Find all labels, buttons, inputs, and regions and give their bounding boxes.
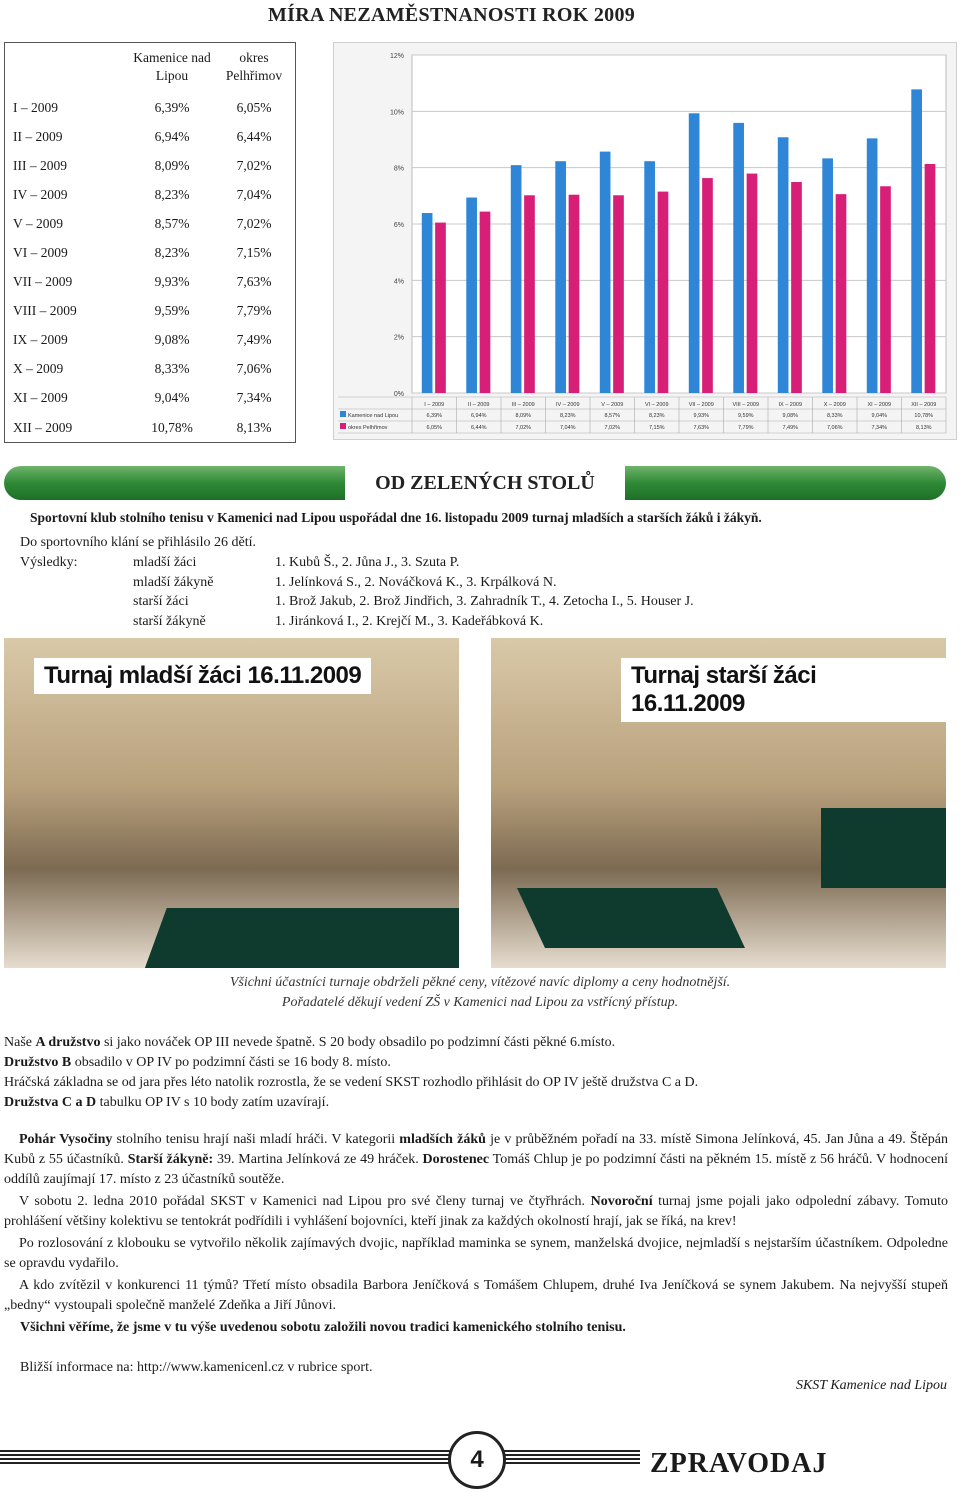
data-label: 8,13% xyxy=(915,425,932,431)
bar-kamenice xyxy=(733,123,744,393)
data-label: 6,94% xyxy=(470,413,487,419)
table-cell-a: 8,23% xyxy=(154,186,190,202)
ping-pong-table-right xyxy=(821,808,946,888)
table-cell-b: 7,34% xyxy=(236,390,272,406)
data-label: 8,33% xyxy=(826,413,843,419)
paragraph-info: Bližší informace na: http://www.kamenicenl.cz v rubrice sport. xyxy=(20,1360,373,1375)
lead-text: Sportovní klub stolního tenisu v Kamenici nad Lipou uspořádal dne 16. listopadu 2009 turnaj mladších a starších žáků i žákyň. xyxy=(30,510,762,525)
p1-d1: Družstva C a D xyxy=(4,1095,97,1110)
legend-swatch xyxy=(340,423,346,429)
bar-kamenice xyxy=(600,152,611,393)
paragraph-cup xyxy=(4,1130,948,1190)
table-cell-b: 7,49% xyxy=(236,332,272,348)
table-cell-b: 7,63% xyxy=(236,274,272,290)
bar-pelhrimov xyxy=(435,223,446,393)
result-row xyxy=(133,573,953,593)
data-label: 7,02% xyxy=(604,425,621,431)
table-cell-a: 9,59% xyxy=(154,303,190,319)
photo-older-pupils xyxy=(491,638,946,968)
paragraph-draw: Po rozlosování z klobouku se vytvořilo několik zajímavých dvojic, například maminka se synem, manželská dvojice, nejmladší s nejstarším účastníkem. Odpoledne se opravdu vydařilo. xyxy=(4,1236,948,1271)
data-label: 9,59% xyxy=(737,413,754,419)
y-tick-label: 8% xyxy=(393,165,404,173)
result-category: mladší žáci xyxy=(133,555,197,570)
y-tick-label: 12% xyxy=(389,53,404,60)
table-row xyxy=(5,209,296,238)
x-tick-label: VI – 2009 xyxy=(644,402,669,408)
p1-d2: tabulku OP IV s 10 body zatím uzavírají. xyxy=(96,1095,330,1110)
x-tick-label: V – 2009 xyxy=(601,402,624,408)
y-tick-label: 2% xyxy=(393,334,404,342)
results-list xyxy=(133,553,953,631)
p2-s6: 39. Martina Jelínková ze 49 hráček. xyxy=(213,1152,423,1167)
bar-kamenice xyxy=(644,161,655,393)
p2-s8: Tomáš Chlup je po podzimní části na pěkném 15. místě z 56 hráčů. V hodnocení oddílů zaujímají 17. místo z 23 účastníků soutěže. xyxy=(4,1152,948,1187)
page-title: MÍRA NEZAMĚSTNANOSTI ROK 2009 xyxy=(268,4,636,26)
y-tick-label: 0% xyxy=(393,391,404,398)
result-value: 1. Jelínková S., 2. Nováčková K., 3. Krpálková N. xyxy=(275,574,557,590)
bar-kamenice xyxy=(778,137,789,393)
table-cell-m: II – 2009 xyxy=(13,128,63,144)
results-label: Výsledky: xyxy=(20,555,78,570)
data-label: 7,04% xyxy=(559,425,576,431)
table-row xyxy=(5,413,296,443)
table-row xyxy=(5,297,296,326)
table-cell-b: 7,06% xyxy=(236,361,272,377)
table-cell-a: 8,57% xyxy=(154,215,190,231)
paragraph-new-year xyxy=(4,1192,948,1232)
x-tick-label: XI – 2009 xyxy=(867,402,892,408)
table-header-kamenice: Kamenice nad Lipou xyxy=(133,50,211,83)
paragraph-winners: A kdo zvítězil v konkurenci 11 týmů? Třetí místo obsadila Barbora Jeníčková s Tomášem Chlupem, druhé Iva Jeníčková se synem Jakubem. Na nejvyšší stupeň „bedny“ vystoupali společně manželé Zdeňka a Jiří Jůnovi. xyxy=(4,1278,948,1313)
section-title: OD ZELENÝCH STOLŮ xyxy=(375,472,595,494)
legend-label: Kamenice nad Lipou xyxy=(348,413,399,419)
table-cell-m: VII – 2009 xyxy=(13,274,73,290)
x-tick-label: X – 2009 xyxy=(823,402,846,408)
bar-kamenice xyxy=(555,161,566,393)
table-cell-b: 7,04% xyxy=(236,186,272,202)
table-header-pelhrimov: okres Pelhřimov xyxy=(225,50,283,83)
bar-pelhrimov xyxy=(569,195,580,393)
table-cell-b: 7,79% xyxy=(236,303,272,319)
unemployment-table xyxy=(4,42,296,443)
x-tick-label: VIII – 2009 xyxy=(732,402,760,408)
data-label: 8,23% xyxy=(559,413,576,419)
data-label: 9,04% xyxy=(871,413,888,419)
table-cell-a: 8,09% xyxy=(154,157,190,173)
data-label: 7,63% xyxy=(693,425,710,431)
table-cell-a: 8,33% xyxy=(154,361,190,377)
table-cell-m: IV – 2009 xyxy=(13,186,68,202)
bar-kamenice xyxy=(867,138,878,393)
table-cell-a: 10,78% xyxy=(151,419,193,435)
data-label: 7,02% xyxy=(515,425,532,431)
legend-label: okres Pelhřimov xyxy=(348,425,388,431)
data-label: 8,57% xyxy=(604,413,621,419)
x-tick-label: I – 2009 xyxy=(424,402,445,408)
x-tick-label: II – 2009 xyxy=(468,402,490,408)
bar-pelhrimov xyxy=(524,195,535,393)
p1-a1: Naše xyxy=(4,1035,36,1050)
bar-kamenice xyxy=(689,113,700,393)
ping-pong-table xyxy=(141,908,459,968)
table-row xyxy=(5,384,296,413)
table-row xyxy=(5,180,296,209)
p2-s5: Starší žákyně: xyxy=(127,1152,214,1167)
data-label: 9,08% xyxy=(782,413,799,419)
intro-text: Do sportovního klání se přihlásilo 26 dětí. xyxy=(20,535,257,550)
table-cell-a: 8,23% xyxy=(154,245,190,261)
data-label: 8,23% xyxy=(648,413,665,419)
bar-kamenice xyxy=(822,158,833,393)
result-value: 1. Brož Jakub, 2. Brož Jindřich, 3. Zahradník T., 4. Zetocha I., 5. Houser J. xyxy=(275,594,694,609)
table-row xyxy=(5,355,296,384)
data-label: 6,39% xyxy=(426,413,443,419)
x-tick-label: VII – 2009 xyxy=(688,402,714,408)
table-cell-b: 6,44% xyxy=(236,128,272,144)
photo-caption-line1: Všichni účastníci turnaje obdrželi pěkné ceny, vítězové navíc diplomy a ceny hodnotnější. xyxy=(229,975,731,990)
p3-s2: Novoroční xyxy=(590,1194,653,1209)
unemployment-chart xyxy=(333,42,957,440)
y-tick-label: 10% xyxy=(389,109,404,117)
table-cell-a: 6,94% xyxy=(154,128,190,144)
table-cell-b: 7,02% xyxy=(236,157,272,173)
photo-right-caption: Turnaj starší žáci 16.11.2009 xyxy=(621,658,946,722)
bar-pelhrimov xyxy=(880,186,891,393)
result-row xyxy=(133,553,953,573)
bar-kamenice xyxy=(422,213,433,393)
p2-s1: Pohár Vysočiny xyxy=(19,1132,113,1147)
bar-pelhrimov xyxy=(925,164,936,393)
table-row xyxy=(5,238,296,267)
table-row xyxy=(5,326,296,355)
x-tick-label: IV – 2009 xyxy=(555,402,580,408)
table-cell-m: VIII – 2009 xyxy=(13,303,77,319)
photo-caption-line2: Pořadatelé děkují vedení ZŠ v Kamenici nad Lipou za vstřícný přístup. xyxy=(281,995,679,1010)
data-label: 7,79% xyxy=(737,425,754,431)
paragraph-tradition: Všichni věříme, že jsme v tu výše uvedenou sobotu založili novou tradici kamenického stolního tenisu. xyxy=(20,1320,626,1335)
p3-s3: turnaj jsme pojali jako odpolední zábavy. Tomuto prohlášení většiny kolektivu se tentokrát podřídili i vyhlášení bojovníci, kteří jinak za každých okolností hrají, jak se říká, na krev! xyxy=(4,1194,948,1229)
table-cell-a: 9,93% xyxy=(154,274,190,290)
result-value: 1. Kubů Š., 2. Jůna J., 3. Szuta P. xyxy=(275,555,460,570)
table-cell-m: III – 2009 xyxy=(13,157,67,173)
result-value: 1. Jiránková I., 2. Krejčí M., 3. Kadeřábková K. xyxy=(275,613,544,629)
bar-kamenice xyxy=(511,165,522,393)
result-category: mladší žákyně xyxy=(133,574,214,590)
p1-b2: obsadilo v OP IV po podzimní části se 16 body 8. místo. xyxy=(71,1055,391,1070)
table-header-row xyxy=(5,43,296,94)
x-tick-label: XII – 2009 xyxy=(911,402,937,408)
x-tick-label: IX – 2009 xyxy=(778,402,803,408)
data-label: 7,06% xyxy=(826,425,843,431)
data-label: 9,93% xyxy=(693,413,710,419)
bar-pelhrimov xyxy=(658,192,669,393)
table-cell-m: V – 2009 xyxy=(13,215,64,231)
p3-s1: V sobotu 2. ledna 2010 pořádal SKST v Kamenici nad Lipou pro své členy turnaj ve čtyřhrách. xyxy=(19,1194,591,1209)
y-tick-label: 4% xyxy=(393,278,404,286)
result-row xyxy=(133,612,953,632)
table-cell-m: XII – 2009 xyxy=(13,419,73,435)
table-cell-b: 7,02% xyxy=(236,215,272,231)
p1-b1: Družstvo B xyxy=(4,1055,72,1070)
ping-pong-table-left xyxy=(517,888,745,948)
data-label: 7,34% xyxy=(871,425,888,431)
table-cell-a: 9,04% xyxy=(154,390,190,406)
table-cell-m: VI – 2009 xyxy=(13,245,68,261)
table-cell-b: 7,15% xyxy=(236,245,272,261)
result-category: starší žáci xyxy=(133,594,189,609)
table-cell-b: 8,13% xyxy=(236,419,272,435)
bar-kamenice xyxy=(466,198,477,393)
signature: SKST Kamenice nad Lipou xyxy=(795,1378,947,1393)
data-label: 6,44% xyxy=(470,425,487,431)
table-header-month xyxy=(5,43,132,94)
bar-pelhrimov xyxy=(791,182,802,393)
table-cell-m: IX – 2009 xyxy=(13,332,68,348)
table-cell-m: I – 2009 xyxy=(13,99,58,115)
photo-younger-pupils xyxy=(4,638,459,968)
bar-pelhrimov xyxy=(836,194,847,393)
p2-s3: mladších žáků xyxy=(399,1132,486,1147)
table-row xyxy=(5,93,296,122)
page-number: 4 xyxy=(448,1431,506,1489)
y-tick-label: 6% xyxy=(393,222,404,229)
data-label: 6,05% xyxy=(426,425,443,431)
table-row xyxy=(5,268,296,297)
table-row xyxy=(5,122,296,151)
footer-brand: ZPRAVODAJ xyxy=(650,1448,828,1479)
p1-a3: si jako nováček OP III nevede špatně. S 20 body obsadilo po podzimní části pěkné 6.místo. xyxy=(100,1035,616,1050)
bar-kamenice xyxy=(911,89,922,393)
legend-swatch xyxy=(340,411,346,417)
table-row xyxy=(5,151,296,180)
data-label: 10,78% xyxy=(914,413,934,419)
data-label: 7,49% xyxy=(782,425,799,431)
table-cell-m: XI – 2009 xyxy=(13,390,68,406)
paragraph-teams xyxy=(4,1033,948,1113)
result-category: starší žákyně xyxy=(133,613,206,629)
data-label: 8,09% xyxy=(515,413,532,419)
p2-s4: je v průběžném pořadí na 33. místě Simona Jelínková, 45. Jan Jůna a 49. Štěpán Kubů z 55 účastníků. xyxy=(4,1132,948,1167)
chart-svg xyxy=(334,43,956,439)
p2-s7: Dorostenec xyxy=(422,1152,490,1167)
p1-a2: A družstvo xyxy=(35,1035,101,1050)
data-label: 7,15% xyxy=(648,425,665,431)
bar-pelhrimov xyxy=(480,212,491,393)
photo-left-caption: Turnaj mladší žáci 16.11.2009 xyxy=(34,658,371,694)
bar-pelhrimov xyxy=(747,174,758,393)
table-cell-a: 9,08% xyxy=(154,332,190,348)
result-row xyxy=(133,592,953,612)
bar-pelhrimov xyxy=(702,178,713,393)
table-cell-b: 6,05% xyxy=(236,99,272,115)
p1-c: Hráčská základna se od jara přes léto natolik rozrostla, že se vedení SKST rozhodlo přihlásit do OP IV ještě družstva C a D. xyxy=(4,1075,699,1090)
table-cell-a: 6,39% xyxy=(154,99,190,115)
p2-s2: stolního tenisu hrají naši mladí hráči. V kategorii xyxy=(112,1132,400,1147)
table-cell-m: X – 2009 xyxy=(13,361,64,377)
x-tick-label: III – 2009 xyxy=(511,402,535,408)
bar-pelhrimov xyxy=(613,195,624,393)
